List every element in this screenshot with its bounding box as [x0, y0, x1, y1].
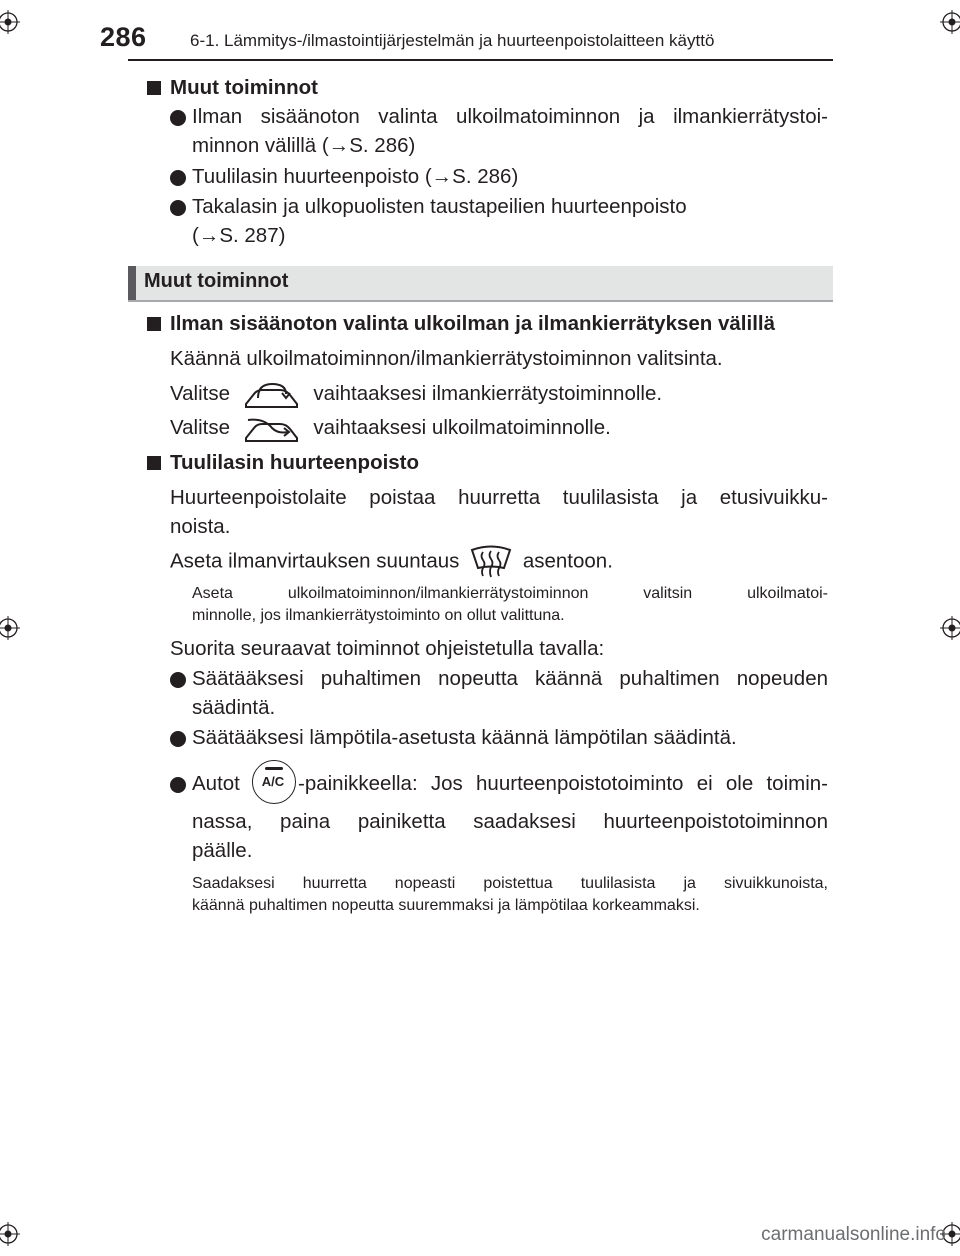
ac-label: A/C [261, 774, 285, 789]
registration-mark-icon [940, 616, 960, 640]
header-rule [128, 59, 833, 61]
defog-set-line: Aseta ilmanvirtauksen suuntaus asentoon. [170, 544, 613, 580]
square-bullet-icon [147, 81, 161, 95]
defog-note-2: Saadaksesi huurretta nopeasti poistettua tuulilasista ja sivuikkunoista, käännä puhaltimen nopeutta suuremmaksi ja lämpötilaa korkeammaksi. [192, 875, 828, 914]
section-title-bar [128, 266, 136, 300]
intro-bullet-1: Ilman sisäänoton valinta ulkoilmatoiminnon ja ilmankierrätystoi- minnon välillä (→S. 286) [192, 105, 828, 157]
defog-bullet-3-line1: Autot [192, 772, 240, 795]
round-bullet-icon [170, 672, 186, 688]
round-bullet-icon [170, 200, 186, 216]
intro-bullet-2: Tuulilasin huurteenpoisto (→S. 286) [192, 165, 519, 188]
outside-air-icon [242, 414, 302, 444]
registration-mark-icon [0, 10, 20, 34]
air-intake-text: Käännä ulkoilmatoiminnon/ilmankierrätystoiminnon valitsinta. [170, 347, 723, 370]
recirculation-icon [242, 380, 302, 410]
defog-note-1: Aseta ulkoilmatoiminnon/ilmankierrätystoiminnon valitsin ulkoilmatoi- minnolle, jos ilmankierrätystoiminto on ollut valittuna. [192, 585, 828, 624]
defog-bullet-3-text1: -painikkeella: Jos huurteenpoistotoiminto ei ole toimin- [298, 772, 828, 795]
intro-heading: Muut toiminnot [170, 76, 319, 99]
outside-air-line: Valitse vaihtaaksesi ulkoilmatoiminnolle. [170, 413, 611, 444]
defog-bullet-2: Säätääksesi lämpötila-asetusta käännä lämpötilan säädintä. [192, 726, 737, 749]
round-bullet-icon [170, 777, 186, 793]
page-number: 286 [100, 22, 147, 52]
defog-bullet-3-rest: nassa, paina painiketta saadaksesi huurteenpoistotoiminnon päälle. [192, 810, 828, 862]
ac-button-icon [252, 760, 296, 804]
defog-paragraph: Huurteenpoistolaite poistaa huurretta tuulilasista ja etusivuikku- noista. [170, 486, 828, 538]
registration-mark-icon [940, 10, 960, 34]
section-title-box [128, 266, 833, 302]
air-intake-heading: Ilman sisäänoton valinta ulkoilman ja ilmankierrätyksen välillä [170, 312, 775, 335]
recirc-line: Valitse vaihtaaksesi ilmankierrätystoiminnolle. [170, 379, 662, 410]
registration-mark-icon [0, 616, 20, 640]
round-bullet-icon [170, 110, 186, 126]
chapter-title: 6-1. Lämmitys-/ilmastointijärjestelmän ja huurteenpoistolaitteen käyttö [190, 31, 715, 50]
section-title: Muut toiminnot [144, 270, 289, 292]
defog-heading: Tuulilasin huurteenpoisto [170, 451, 420, 474]
round-bullet-icon [170, 170, 186, 186]
windshield-defog-icon [469, 544, 513, 580]
watermark: carmanualsonline.info [761, 1224, 946, 1245]
square-bullet-icon [147, 456, 161, 470]
defog-instruction: Suorita seuraavat toiminnot ohjeistetulla tavalla: [170, 637, 605, 660]
defog-bullet-1: Säätääksesi puhaltimen nopeutta käännä puhaltimen nopeuden säädintä. [192, 667, 828, 719]
round-bullet-icon [170, 731, 186, 747]
intro-bullet-3: Takalasin ja ulkopuolisten taustapeilien huurteenpoisto (→S. 287) [192, 195, 687, 247]
square-bullet-icon [147, 317, 161, 331]
registration-mark-icon [0, 1222, 20, 1246]
